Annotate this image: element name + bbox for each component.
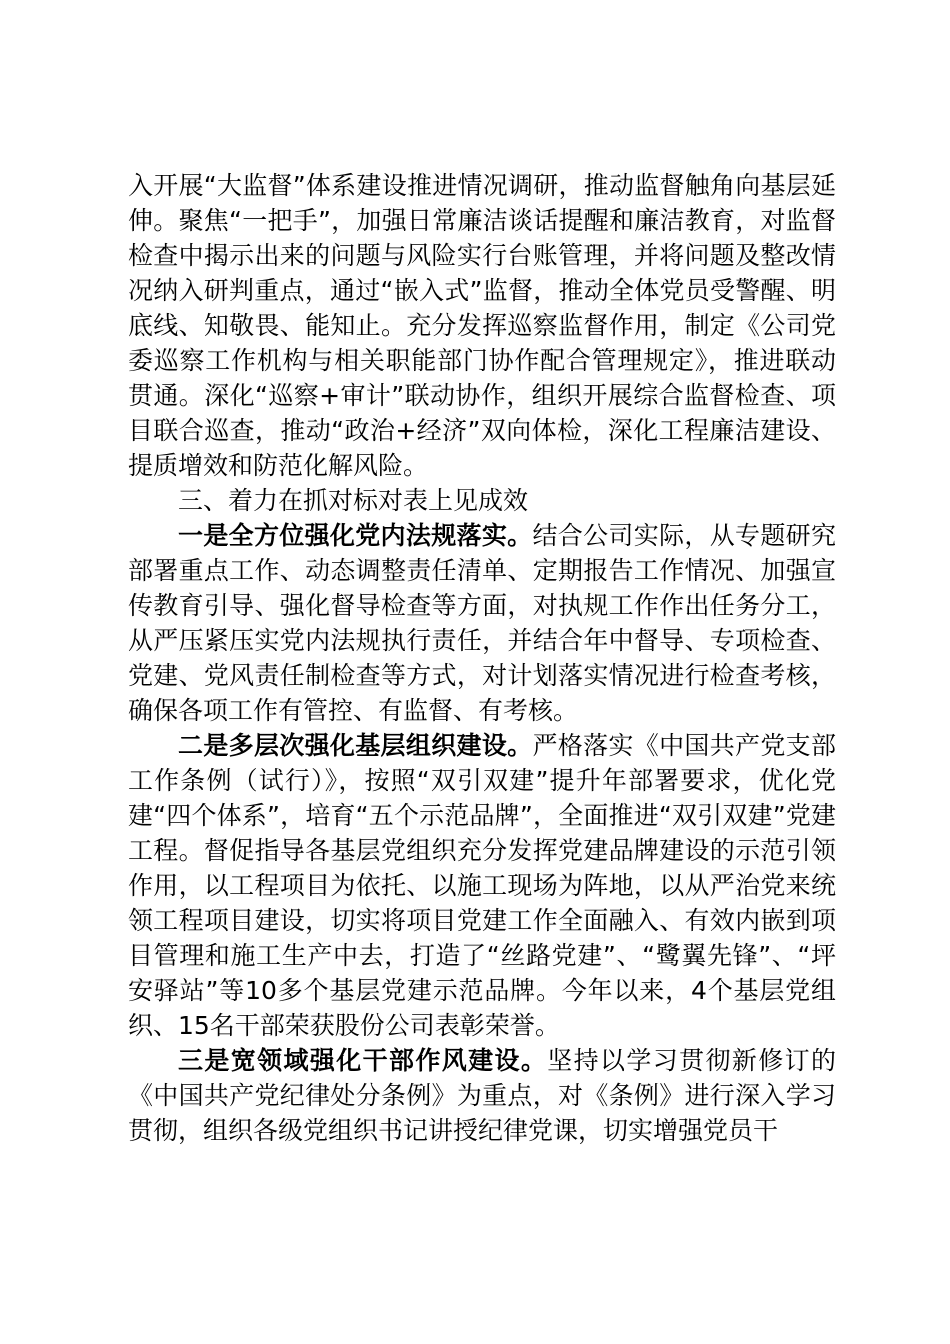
continuation-paragraph: 入开展“大监督”体系建设推进情况调研，推动监督触角向基层延伸。聚焦“一把手”，加强日常廉洁谈话提醒和廉洁教育，对监督检查中揭示出来的问题与风险实行台账管理，并将问题及整改情况纳入研判重点，通过“嵌入式”监督，推动全体党员受警醒、明底线、知敬畏、能知止。充分发挥巡察监督作用，制定《公司党委巡察工作机构与相关职能部门协作配合管理规定》，推进联动贯通。深化“巡察+审计”联动协作，组织开展综合监督检查、项目联合巡查，推动“政治+经济”双向体检，深化工程廉洁建设、提质增效和防范化解风险。 [128, 171, 836, 480]
document-body [128, 168, 836, 1148]
item-body: 严格落实《中国共产党支部工作条例（试行）》，按照“双引双建”提升年部署要求，优化党建“四个体系”，培育“五个示范品牌”，全面推进“双引双建”党建工程。督促指导各基层党组织充分发挥党建品牌建设的示范引领作用，以工程项目为依托、以施工现场为阵地，以从严治党来统领工程项目建设，切实将项目党建工作全面融入、有效内嵌到项目管理和施工生产中去，打造了“丝路党建”、“鹭翼先锋”、“坪安驿站”等10多个基层党建示范品牌。今年以来，4个基层党组织、15名干部荣获股份公司表彰荣誉。 [128, 731, 836, 1040]
item-lead: 一是全方位强化党内法规落实。 [178, 521, 533, 550]
item-lead: 三是宽领域强化干部作风建设。 [178, 1046, 548, 1075]
item-paragraph [128, 1043, 836, 1148]
item-body: 结合公司实际，从专题研究部署重点工作、动态调整责任清单、定期报告工作情况、加强宣传教育引导、强化督导检查等方面，对执规工作作出任务分工，从严压紧压实党内法规执行责任，并结合年中督导、专项检查、党建、党风责任制检查等方式，对计划落实情况进行检查考核，确保各项工作有管控、有监督、有考核。 [128, 521, 836, 725]
item-body: 坚持以学习贯彻新修订的《中国共产党纪律处分条例》为重点，对《条例》进行深入学习贯彻，组织各级党组织书记讲授纪律党课，切实增强党员干 [128, 1046, 836, 1145]
item-paragraph [128, 518, 836, 728]
section-heading: 三、着力在抓对标对表上见成效 [178, 486, 529, 515]
item-paragraph [128, 728, 836, 1043]
item-lead: 二是多层次强化基层组织建设。 [178, 731, 533, 760]
